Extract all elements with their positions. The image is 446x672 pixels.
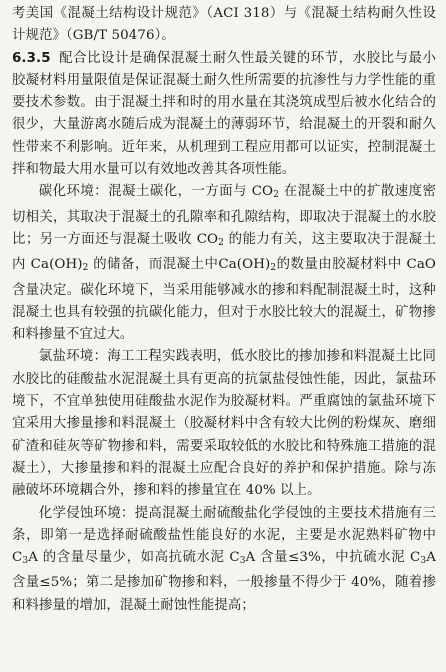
subscript: 3 — [239, 556, 246, 567]
chemical-paragraph — [12, 503, 436, 617]
subscript: 2 — [270, 263, 277, 274]
subscript: 2 — [82, 263, 89, 274]
carbonation-text-2: 在混凝土中的扩散速度密切相关，其取决于混凝土的孔隙率和孔隙结构，即取决于混凝土的水胶比；另一方面还与混凝土吸收 CO — [12, 184, 436, 247]
section-paragraph — [12, 48, 436, 182]
carbonation-paragraph — [12, 181, 436, 346]
body-text — [12, 3, 436, 617]
section-number: 6.3.5 — [12, 50, 51, 66]
chemical-text-2: A 的含量尽量少，如高抗硫水泥 C — [28, 550, 240, 566]
intro-paragraph: 考美国《混凝土结构设计规范》（ACI 318）与《混凝土结构耐久性设计规范》（GB/T 50476）。 — [12, 6, 436, 44]
subscript: 3 — [22, 556, 29, 567]
carbonation-text-5: 的数量由胶凝材料中 CaO 含量决定。碳化环境下，当采用能够减水的掺和料配制混凝土时，这种混凝土也具有较强的抗碳化能力，但对于水胶比较大的混凝土，矿物掺和料掺量不宜过大。 — [12, 257, 437, 343]
carbonation-text-4: 的储备，而混凝土中Ca(OH) — [88, 257, 271, 273]
subscript: 3 — [420, 556, 427, 567]
subscript: 2 — [218, 237, 224, 248]
chloride-paragraph: 氯盐环境：海工工程实践表明，低水胶比的掺加掺和料混凝土比同水胶比的硅酸盐水泥混凝土具有更高的抗氯盐侵蚀性能，因此，氯盐环境下，不宜单独使用硅酸盐水泥作为胶凝材料。严重腐蚀的氯盐环境下宜采用大掺量掺和料混凝土（胶凝材料中含有较大比例的粉煤灰、磨细矿渣和硅灰等矿物掺和料，需要采取较低的水胶比和特殊施工措施的混凝土），大掺量掺和料的混凝土应配合良好的养护和保护措施。除与冻融破坏环境耦合外，掺和料的掺量宜在 40% 以上。 — [12, 349, 436, 499]
chemical-text-3: A 含量≤3%，中抗硫水泥 C — [245, 550, 421, 566]
chemical-text-4: A 含量≤5%；第二是掺加矿物掺和料，一般掺量不得少于 40%，随着掺和料掺量的增加，混凝土耐蚀性能提高； — [12, 550, 436, 613]
carbonation-text-1: 碳化环境：混凝土碳化，一方面与 CO — [38, 184, 274, 200]
section-text: 配合比设计是确保混凝土耐久性最关键的环节，水胶比与最小胶凝材料用量限值是保证混凝土耐久性所需要的抗渗性与力学性能的重要技术参数。由于混凝土拌和时的用水量在其浇筑成型后被水化结合的很少，大量游离水随后成为混凝土的薄弱环节，给混凝土的开裂和耐久性带来不利影响。近年来，从机理到工程应用都可以证实，控制混凝土拌和物最大用水量可以有效地改善其各项性能。 — [12, 50, 436, 178]
chemical-text-1: 化学侵蚀环境：提高混凝土耐硫酸盐化学侵蚀的主要技术措施有三条，即第一是选择耐硫酸盐性能良好的水泥，主要是水泥熟料矿物中 C — [12, 505, 436, 566]
subscript: 2 — [273, 190, 279, 201]
carbonation-text-3: 的能力有关，这主要取决于混凝土内 Ca(OH) — [12, 231, 436, 273]
